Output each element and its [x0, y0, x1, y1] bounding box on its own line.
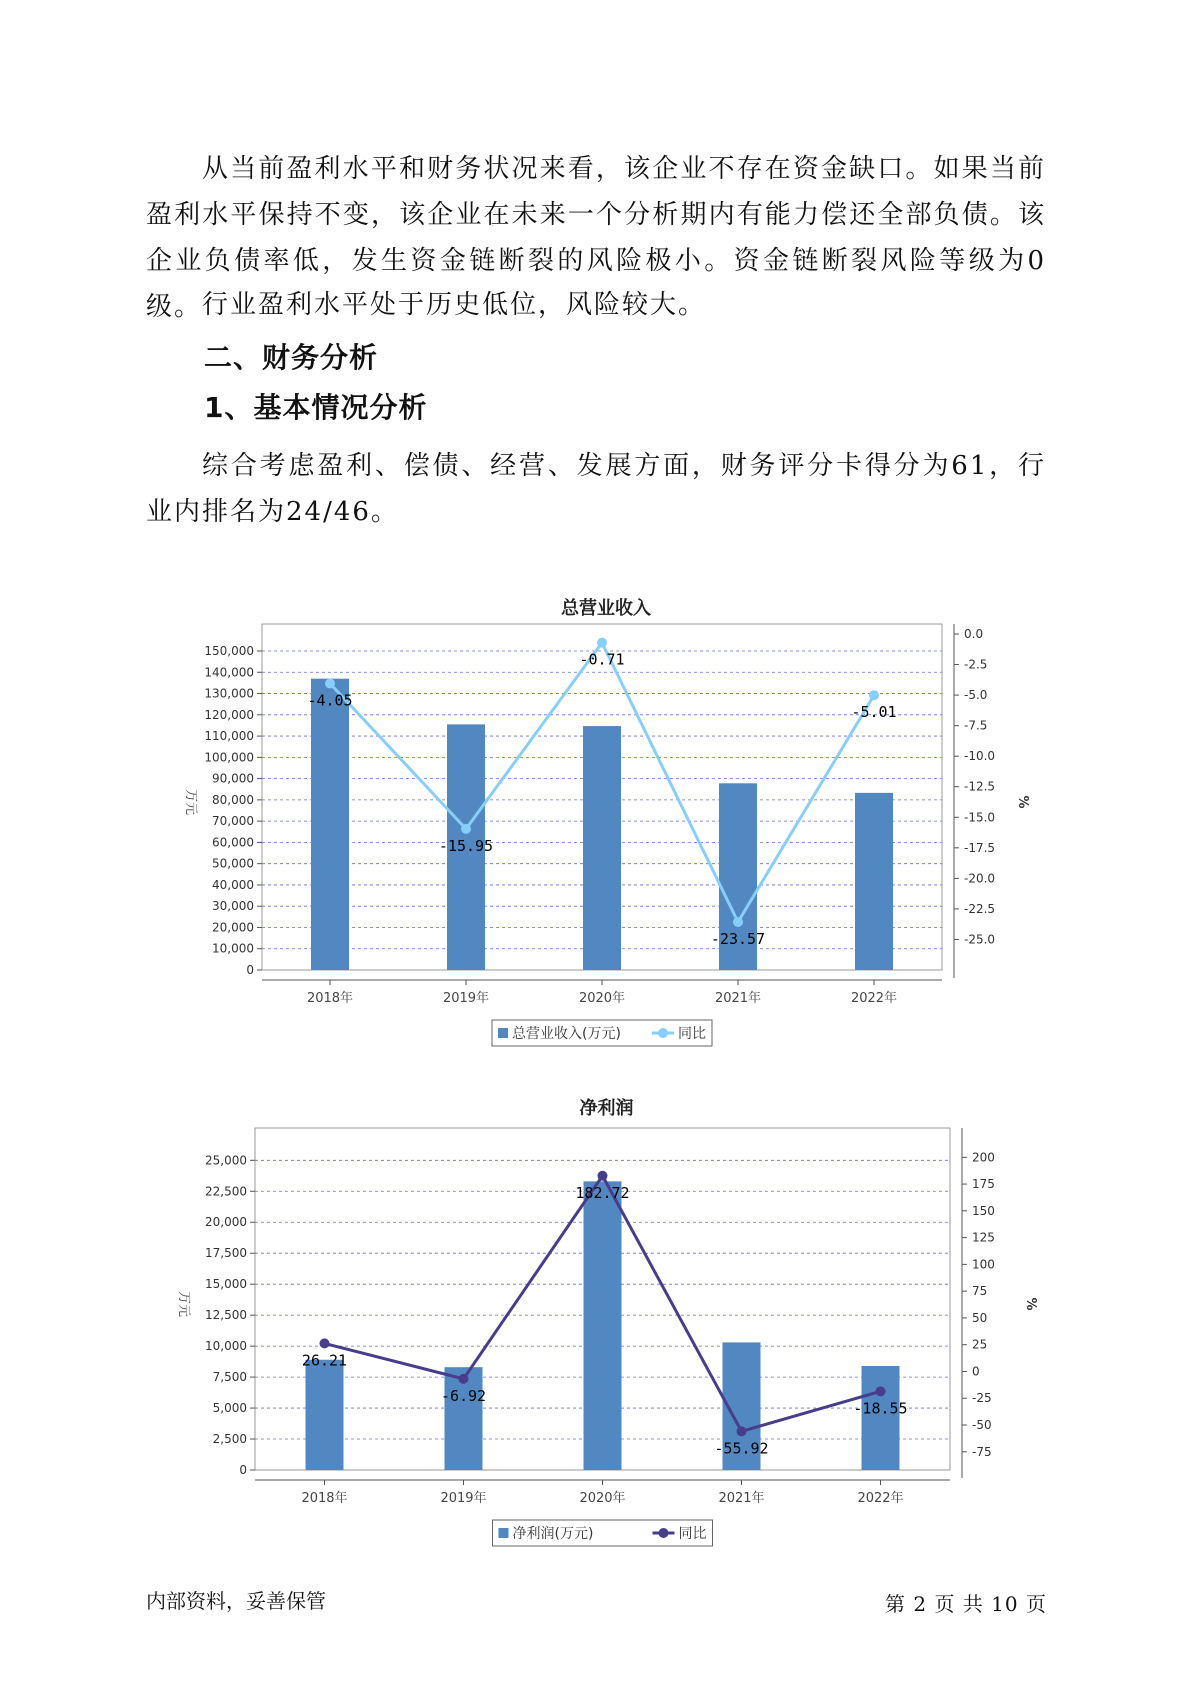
data-label: 182.72	[575, 1183, 630, 1202]
y2-tick-label: 50	[972, 1310, 988, 1325]
y-tick-label: 25,000	[205, 1153, 247, 1168]
legend-bar-swatch	[499, 1528, 509, 1538]
bar	[584, 1181, 622, 1470]
yoy-point	[598, 1171, 608, 1181]
y2-tick-label: -12.5	[964, 779, 996, 794]
x-tick-label: 2020年	[579, 1491, 626, 1506]
data-label: -4.05	[307, 691, 353, 710]
y-tick-label: 0	[246, 963, 254, 977]
y-tick-label: 5,000	[212, 1401, 247, 1416]
y-tick-label: 60,000	[212, 835, 254, 850]
bar	[862, 1366, 900, 1470]
legend-bar-label: 净利润(万元)	[512, 1526, 594, 1542]
data-label: -6.92	[440, 1386, 487, 1405]
y-tick-label: 2,500	[212, 1432, 247, 1447]
chart-title: 净利润	[579, 1098, 634, 1119]
y2-tick-label: 175	[972, 1177, 995, 1192]
chart-net-profit-svg	[0, 1088, 1191, 1548]
y-axis-label: 万元	[176, 1290, 191, 1318]
x-tick-label: 2020年	[578, 991, 626, 1006]
yoy-point	[320, 1338, 330, 1348]
y-tick-label: 40,000	[212, 877, 254, 892]
yoy-point	[876, 1386, 886, 1396]
y2-tick-label: 100	[972, 1257, 995, 1272]
x-tick-label: 2019年	[440, 1491, 487, 1506]
y-tick-label: 140,000	[204, 665, 254, 680]
legend-line-marker	[659, 1528, 669, 1538]
data-label: -15.95	[438, 836, 494, 855]
yoy-point	[737, 1426, 747, 1436]
y2-tick-label: -22.5	[964, 901, 996, 916]
bar	[855, 793, 893, 970]
y2-tick-label: -75	[972, 1444, 992, 1459]
data-label: -55.92	[714, 1439, 769, 1458]
x-tick-label: 2022年	[857, 1491, 904, 1506]
y-tick-label: 70,000	[212, 814, 254, 829]
y2-tick-label: 150	[972, 1203, 995, 1218]
yoy-point	[461, 824, 471, 834]
yoy-point	[869, 690, 879, 700]
data-label: -0.71	[579, 650, 625, 669]
bar	[306, 1360, 344, 1470]
y2-tick-label: -25.0	[964, 932, 996, 947]
footer-confidential: 内部资料，妥善保管	[146, 1589, 326, 1613]
y-tick-label: 7,500	[212, 1370, 247, 1385]
y-tick-label: 10,000	[205, 1339, 247, 1354]
legend-line-label: 同比	[678, 1026, 706, 1042]
chart-total-revenue	[0, 588, 1191, 1048]
y-tick-label: 150,000	[204, 644, 254, 659]
y2-tick-label: 200	[972, 1150, 995, 1165]
y2-axis-label: %	[1015, 795, 1030, 809]
y2-axis-label: %	[1023, 1297, 1038, 1311]
bar	[311, 679, 349, 970]
data-label: -23.57	[710, 929, 766, 948]
x-tick-label: 2022年	[850, 991, 898, 1006]
y-tick-label: 22,500	[205, 1184, 247, 1199]
yoy-point	[325, 678, 335, 688]
yoy-point	[459, 1374, 469, 1384]
y2-tick-label: -17.5	[964, 840, 996, 855]
y-tick-label: 80,000	[212, 792, 254, 807]
y2-tick-label: 75	[972, 1284, 988, 1299]
chart-title: 总营业收入	[561, 598, 651, 619]
subsection-heading-basic-analysis: 1、基本情况分析	[204, 391, 428, 424]
legend-line-label: 同比	[678, 1526, 707, 1542]
y-tick-label: 20,000	[212, 920, 254, 935]
y-tick-label: 110,000	[204, 729, 254, 744]
footer-page-number: 第 2 页 共 10 页	[885, 1592, 1047, 1616]
yoy-point	[597, 638, 607, 648]
y-tick-label: 0	[239, 1463, 247, 1477]
x-tick-label: 2021年	[718, 1491, 765, 1506]
y2-tick-label: -15.0	[964, 810, 996, 825]
y-tick-label: 90,000	[212, 771, 254, 786]
y2-tick-label: 125	[972, 1230, 995, 1245]
x-tick-label: 2021年	[714, 991, 762, 1006]
data-label: 26.21	[301, 1351, 348, 1370]
chart-total-revenue-svg	[0, 588, 1191, 1048]
bar	[583, 726, 621, 970]
y-tick-label: 20,000	[205, 1215, 247, 1230]
legend-line-marker	[658, 1028, 668, 1038]
x-tick-label: 2019年	[442, 991, 490, 1006]
section-heading-financial-analysis: 二、财务分析	[204, 341, 379, 374]
y2-tick-label: -7.5	[964, 718, 988, 733]
y-tick-label: 15,000	[205, 1277, 247, 1292]
y2-tick-label: -5.0	[964, 688, 988, 703]
y-tick-label: 30,000	[212, 899, 254, 914]
y-axis-label: 万元	[183, 788, 198, 816]
data-label: -5.01	[851, 703, 897, 722]
chart-net-profit	[0, 1088, 1191, 1548]
legend-bar-label: 总营业收入(万元)	[512, 1026, 621, 1042]
y2-tick-label: -25	[972, 1391, 992, 1406]
y-tick-label: 12,500	[205, 1308, 247, 1323]
legend-bar-swatch	[498, 1028, 508, 1038]
yoy-point	[733, 917, 743, 927]
x-tick-label: 2018年	[306, 991, 354, 1006]
y-tick-label: 120,000	[204, 707, 254, 722]
paragraph-scorecard: 综合考虑盈利、偿债、经营、发展方面，财务评分卡得分为61，行业内排名为24/46。	[146, 451, 1046, 527]
y-tick-label: 17,500	[205, 1246, 247, 1261]
y-tick-label: 100,000	[204, 750, 254, 765]
y2-tick-label: -50	[972, 1418, 992, 1433]
y2-tick-label: -2.5	[964, 657, 988, 672]
y2-tick-label: -20.0	[964, 871, 996, 886]
y-tick-label: 50,000	[212, 856, 254, 871]
paragraph-funding-risk: 从当前盈利水平和财务状况来看，该企业不存在资金缺口。如果当前盈利水平保持不变，该企业在未来一个分析期内有能力偿还全部负债。该企业负债率低，发生资金链断裂的风险极小。资金链断裂风险等级为0级。	[146, 154, 1046, 322]
y2-tick-label: 25	[972, 1337, 988, 1352]
y-tick-label: 130,000	[204, 686, 254, 701]
y-tick-label: 10,000	[212, 941, 254, 956]
data-label: -18.55	[853, 1399, 908, 1418]
y2-tick-label: -10.0	[964, 749, 996, 764]
paragraph-industry-risk: 行业盈利水平处于历史低位，风险较大。	[202, 290, 707, 320]
y2-tick-label: 0.0	[964, 627, 984, 641]
y2-tick-label: 0	[972, 1364, 980, 1379]
x-tick-label: 2018年	[301, 1491, 348, 1506]
